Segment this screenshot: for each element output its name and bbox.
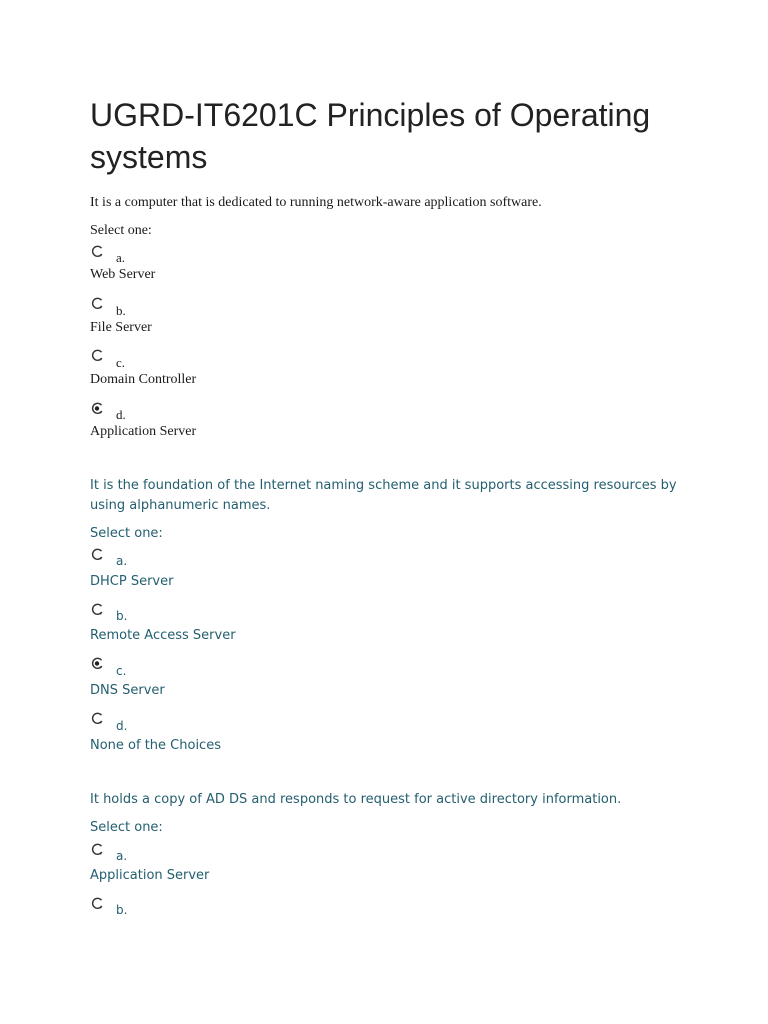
radio-checked-icon[interactable] <box>91 657 104 670</box>
option-letter: c. <box>116 664 127 678</box>
option-letter: b. <box>116 609 128 623</box>
select-one-label: Select one: <box>90 820 163 835</box>
option-letter: d. <box>116 407 126 422</box>
radio-unchecked-icon[interactable] <box>91 349 104 362</box>
question-text: It is the foundation of the Internet naming scheme and it supports accessing resources by using alphanumeric names. <box>90 478 677 513</box>
option-label[interactable]: Remote Access Server <box>90 628 236 643</box>
option-label[interactable]: DHCP Server <box>90 574 174 589</box>
radio-unchecked-icon[interactable] <box>91 897 104 910</box>
radio-unchecked-icon[interactable] <box>91 843 104 856</box>
option-label[interactable]: Application Server <box>90 868 210 883</box>
option-label[interactable]: Web Server <box>90 267 156 282</box>
radio-checked-icon[interactable] <box>91 402 104 415</box>
option-label[interactable]: DNS Server <box>90 683 165 698</box>
option-letter: b. <box>116 903 128 917</box>
option-letter: a. <box>116 554 128 568</box>
question-text: It is a computer that is dedicated to running network-aware application software. <box>90 195 542 210</box>
radio-unchecked-icon[interactable] <box>91 603 104 616</box>
select-one-label: Select one: <box>90 223 152 238</box>
option-label[interactable]: File Server <box>90 320 152 335</box>
option-letter: a. <box>116 250 126 265</box>
option-letter: a. <box>116 849 128 863</box>
radio-unchecked-icon[interactable] <box>91 297 104 310</box>
page-title: UGRD-IT6201C Principles of Operating systems <box>90 97 651 175</box>
option-label[interactable]: Domain Controller <box>90 372 197 387</box>
option-letter: c. <box>116 355 126 370</box>
option-letter: d. <box>116 719 128 733</box>
option-label[interactable]: None of the Choices <box>90 738 221 753</box>
radio-unchecked-icon[interactable] <box>91 712 104 725</box>
radio-unchecked-icon[interactable] <box>91 548 104 561</box>
option-label[interactable]: Application Server <box>90 424 197 439</box>
option-letter: b. <box>116 303 126 318</box>
question-text: It holds a copy of AD DS and responds to request for active directory information. <box>90 792 622 807</box>
select-one-label: Select one: <box>90 526 163 541</box>
radio-unchecked-icon[interactable] <box>91 245 104 258</box>
